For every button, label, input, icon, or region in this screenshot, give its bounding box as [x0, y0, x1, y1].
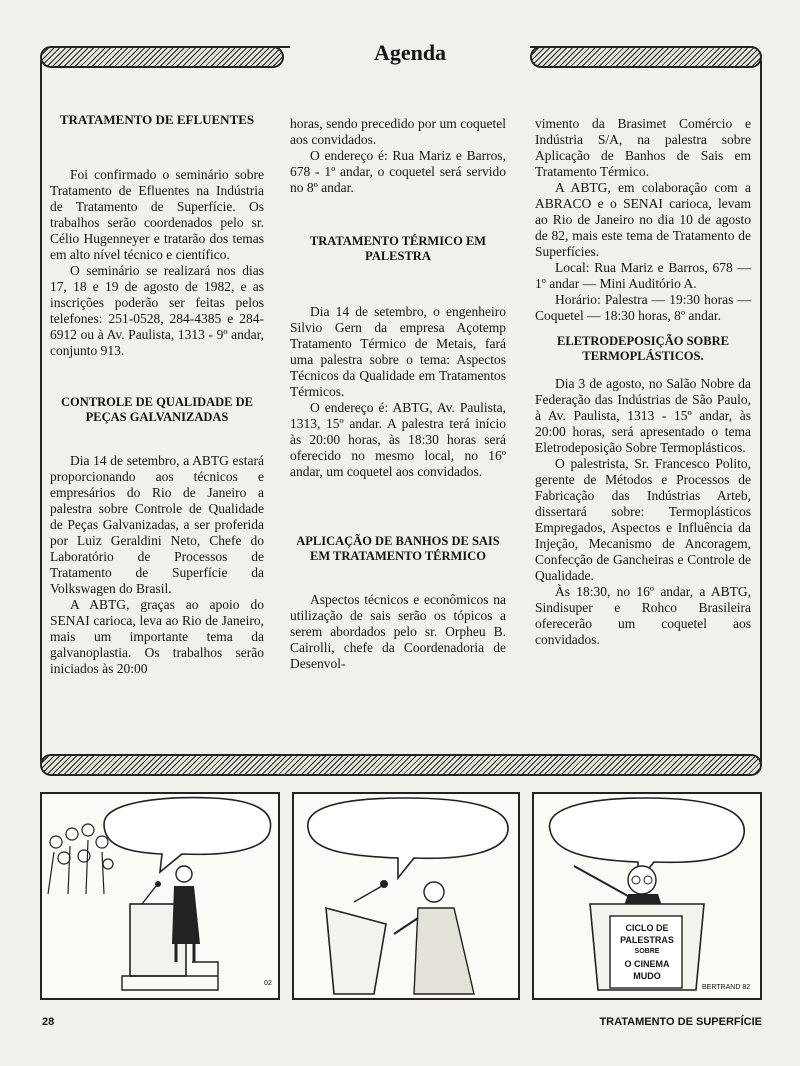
- termico-p2: O endereço é: ABTG, Av. Paulista, 1313, 15º andar. A palestra terá início às 20:00 horas, às 18:30 horas será oferecido no mesmo local, no 16º andar, um coquetel aos convidados.: [290, 400, 506, 479]
- banhos-p2: vimento da Brasimet Comércio e Indústria S/A, na palestra sobre Aplicação de Banhos de Sais em Tratamento Térmico.: [535, 116, 751, 179]
- controle-p4: O endereço é: Rua Mariz e Barros, 678 - 1º andar, o coquetel será servido no 8º andar.: [290, 148, 506, 195]
- column-2: [290, 116, 506, 672]
- heading-eletro: ELETRODEPOSIÇÃO SOBRE TERMOPLÁSTICOS.: [557, 334, 729, 363]
- panel1-mark: 02: [264, 980, 272, 987]
- sign-line-4: O CINEMA: [624, 959, 670, 969]
- sign-line-2: PALESTRAS: [620, 935, 674, 945]
- termico-p1: Dia 14 de setembro, o engenheiro Silvio Gern da empresa Açotemp Tratamento Térmico de Metais, fará uma palestra sobre o tema: Aspectos Técnicos da Qualidade em Tratamentos Térmicos.: [290, 304, 506, 399]
- cartoon-panel-3: [532, 792, 762, 1000]
- heading-controle: CONTROLE DE QUALIDADE DE PEÇAS GALVANIZADAS: [60, 395, 254, 424]
- controle-p3: horas, sendo precedido por um coquetel aos convidados.: [290, 116, 506, 147]
- footer-ornament: [40, 754, 762, 776]
- controle-p2: A ABTG, graças ao apoio do SENAI carioca, leva ao Rio de Janeiro, mais um importante tema da galvanoplastia. Os trabalhos serão iniciados às 20:00: [50, 597, 264, 676]
- heading-termico: TRATAMENTO TÉRMICO EM PALESTRA: [309, 234, 487, 263]
- banhos-p5: Horário: Palestra — 19:30 horas — Coquetel — 18:30 horas, 8º andar.: [535, 292, 751, 323]
- heading-banhos: APLICAÇÃO DE BANHOS DE SAIS EM TRATAMENTO TÉRMICO: [296, 534, 500, 563]
- eletro-p3: Às 18:30, no 16º andar, a ABTG, Sindisuper e Rohco Brasileira oferecerão um coquetel aos convidados.: [535, 584, 751, 647]
- cartoon-speaker-podium-illustration: [294, 794, 518, 998]
- banhos-p4: Local: Rua Mariz e Barros, 678 — 1º andar — Mini Auditório A.: [535, 260, 751, 291]
- efluentes-p2: O seminário se realizará nos dias 17, 18 e 19 de agosto de 1982, e as inscrições poderão ser feitas pelos telefones: 251-0528, 284-4385 e 284-6912 ou à Av. Paulista, 1313 - 9º andar, conjunto 913.: [50, 263, 264, 358]
- header-ornament-right: [530, 46, 762, 68]
- eletro-p1: Dia 3 de agosto, no Salão Nobre da Federação das Indústrias de São Paulo, à Av. Paulista, 1313 - 15º andar, às 20:00 horas, será apresentado o tema Eletrodeposição Sobre Termoplásticos.: [535, 376, 751, 455]
- column-3: [535, 116, 751, 648]
- cartoon-speaker-crowd-illustration: [42, 794, 278, 998]
- banhos-p1: Aspectos técnicos e econômicos na utilização de sais serão os tópicos a serem abordados pelo sr. Orpheu B. Cairolli, chefe da Coordenadoria de Desenvol-: [290, 592, 506, 671]
- cartoon-panel-1: [40, 792, 280, 1000]
- sign-line-1: CICLO DE: [625, 923, 669, 933]
- page-number: 28: [42, 1016, 55, 1028]
- sign-text: [612, 922, 682, 982]
- publication-name: TRATAMENTO DE SUPERFÍCIE: [599, 1016, 762, 1028]
- banhos-p3: A ABTG, em colaboração com a ABRACO e o SENAI carioca, levam ao Rio de Janeiro no dia 10 de agosto de 82, mais este tema de Tratamento de Superfícies.: [535, 180, 751, 259]
- cartoon-panel-2: [292, 792, 520, 1000]
- controle-p1: Dia 14 de setembro, a ABTG estará proporcionando aos técnicos e empresários do Rio de Janeiro a palestra sobre Controle de Qualidade de Peças Galvanizadas, a ser proferida por Luiz Geraldini Neto, Chefe do Laboratório de Processos de Tratamento de Superfície da Volkswagen do Brasil.: [50, 453, 264, 596]
- cartoon-signature: BERTRAND 82: [702, 984, 751, 991]
- sign-line-3: SOBRE: [634, 948, 660, 955]
- page-title: Agenda: [290, 40, 530, 66]
- sign-line-5: MUDO: [633, 971, 661, 981]
- heading-efluentes: TRATAMENTO DE EFLUENTES: [59, 112, 255, 127]
- eletro-p2: O palestrista, Sr. Francesco Polito, gerente de Métodos e Processos de Fabricação das Indústrias Arteb, dissertará sobre: Termoplásticos Empregados, Aspectos e Influência da Injeção, Mecanismo de Ancoragem, Confecção de Gancheiras e Controle de Qualidade.: [535, 456, 751, 583]
- header-ornament-left: [40, 46, 284, 68]
- column-1: [50, 112, 264, 677]
- efluentes-p1: Foi confirmado o seminário sobre Tratamento de Efluentes na Indústria de Tratamento de Superfície. Os trabalhos serão coordenados pelo sr. Célio Hugenneyer e tratarão dos temas em alto nível técnico e científico.: [50, 167, 264, 262]
